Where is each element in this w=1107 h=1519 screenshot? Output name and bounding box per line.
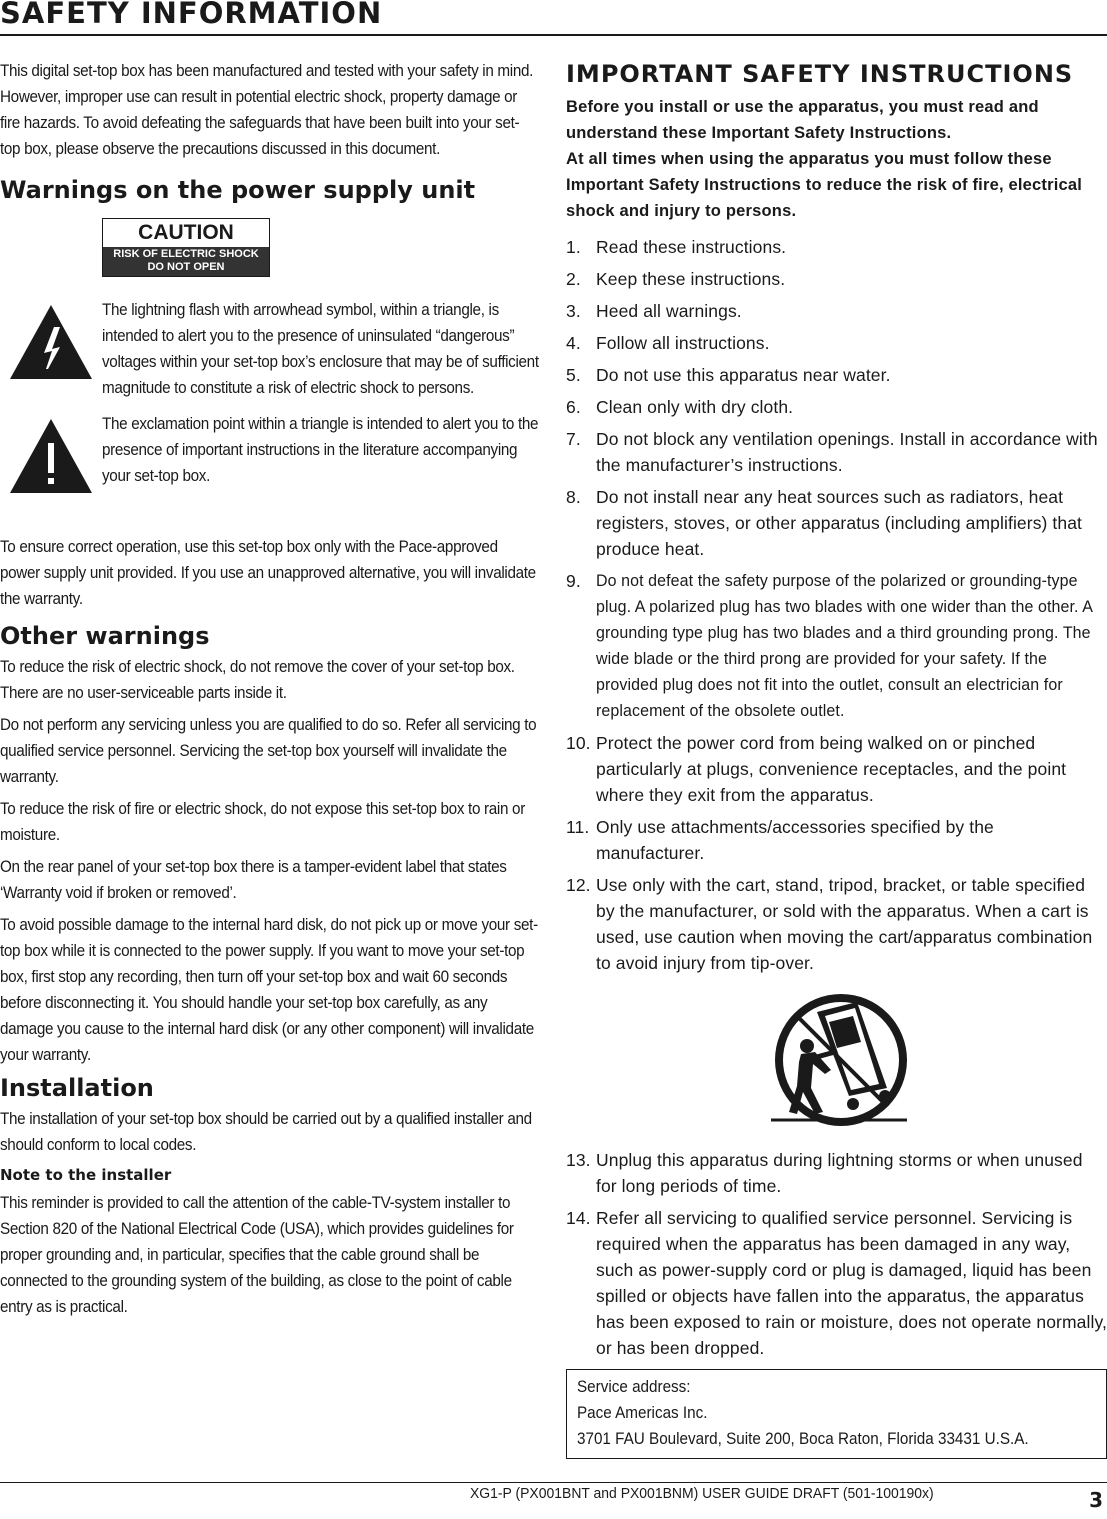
service-address-label: Service address: bbox=[577, 1378, 691, 1396]
intro-paragraph: This digital set-top box has been manufactured and tested with your safety in mind. However, improper use can result in potential electric shock, property damage or fire hazards. To avoid defeating the safeguards that have been built into your set-top box, please observe the precautions discussed in this document. bbox=[0, 62, 534, 158]
left-column bbox=[0, 58, 545, 1326]
footer-rule bbox=[0, 1482, 1107, 1483]
list-item: 11. Only use attachments/accessories specified by the manufacturer. bbox=[566, 817, 994, 863]
list-item: 4. Follow all instructions. bbox=[566, 333, 770, 353]
other-warning-paragraph: On the rear panel of your set-top box there is a tamper-evident label that states ‘Warranty void if broken or removed’. bbox=[0, 858, 507, 902]
other-warning-paragraph: Do not perform any servicing unless you are qualified to do so. Refer all servicing to qualified service personnel. Servicing the set-top box yourself will invalidate the warranty. bbox=[0, 716, 537, 786]
page-title: SAFETY INFORMATION bbox=[0, 0, 383, 30]
list-item: 14. Refer all servicing to qualified service personnel. Servicing is required when the apparatus has been damaged in any way, such as power-supply cord or plug is damaged, liquid has been spilled or objects have fallen into the apparatus, the apparatus has been exposed to rain or moisture, does not operate normally, or has been dropped. bbox=[566, 1208, 1107, 1358]
list-item: 10. Protect the power cord from being walked on or pinched particularly at plugs, convenience receptacles, and the point where they exit from the apparatus. bbox=[566, 733, 1067, 805]
caution-label bbox=[102, 218, 270, 277]
service-street: 3701 FAU Boulevard, Suite 200, Boca Raton, Florida 33431 U.S.A. bbox=[577, 1430, 1029, 1448]
right-column bbox=[566, 60, 1107, 1459]
instruction-list bbox=[566, 234, 1107, 976]
service-company: Pace Americas Inc. bbox=[577, 1404, 708, 1422]
instruction-list-continued bbox=[566, 1147, 1107, 1361]
caution-subtitle bbox=[103, 247, 269, 276]
cart-tipover-warning-icon bbox=[566, 992, 1107, 1137]
list-item: 5. Do not use this apparatus near water. bbox=[566, 365, 891, 385]
lightning-symbol-row bbox=[0, 297, 545, 407]
list-item: 2. Keep these instructions. bbox=[566, 269, 786, 289]
list-item: 3. Heed all warnings. bbox=[566, 301, 742, 321]
lightning-description: The lightning flash with arrowhead symbol, within a triangle, is intended to alert you to the presence of uninsulated “dangerous” voltages within your set-top box’s enclosure that may be of sufficient magnitude to constitute a risk of electric shock to persons. bbox=[102, 301, 539, 397]
page-number: 3 bbox=[1089, 1488, 1103, 1512]
caution-line-2: DO NOT OPEN bbox=[147, 261, 225, 273]
other-warning-paragraph: To reduce the risk of electric shock, do not remove the cover of your set-top box. There are no user-serviceable parts inside it. bbox=[0, 658, 515, 702]
important-safety-title: IMPORTANT SAFETY INSTRUCTIONS bbox=[566, 60, 1074, 88]
caution-line-1: RISK OF ELECTRIC SHOCK bbox=[113, 248, 259, 260]
footer-document-title: XG1-P (PX001BNT and PX001BNM) USER GUIDE DRAFT (501-100190x) bbox=[470, 1485, 934, 1502]
power-supply-paragraph: To ensure correct operation, use this set-top box only with the Pace-approved power supply unit provided. If you use an unapproved alternative, you will invalidate the warranty. bbox=[0, 538, 536, 608]
list-item: 9. Do not defeat the safety purpose of the polarized or grounding-type plug. A polarized plug has two blades with one wider than the other. A grounding type plug has two blades and a third grounding prong. The wide blade or the third prong are provided for your safety. If the provided plug does not fit into the outlet, consult an electrician for replacement of the obsolete outlet. bbox=[566, 571, 1093, 720]
installation-paragraph: The installation of your set-top box should be carried out by a qualified installer and should conform to local codes. bbox=[0, 1110, 532, 1154]
other-warning-paragraph: To avoid possible damage to the internal hard disk, do not pick up or move your set-top box while it is connected to the power supply. If you want to move your set-top box, first stop any recording, then turn off your set-top box and wait 60 seconds before disconnecting it. You should handle your set-top box carefully, as any damage you cause to the internal hard disk (or any other component) will invalidate your warranty. bbox=[0, 916, 538, 1064]
list-item: 7. Do not block any ventilation openings. Install in accordance with the manufacturer’s instructions. bbox=[566, 429, 1098, 475]
installation-heading: Installation bbox=[0, 1074, 154, 1102]
exclamation-triangle-icon bbox=[0, 411, 102, 500]
other-warnings-heading: Other warnings bbox=[0, 622, 210, 650]
installer-note-heading: Note to the installer bbox=[0, 1166, 172, 1184]
list-item: 13. Unplug this apparatus during lightning storms or when unused for long periods of time. bbox=[566, 1150, 1083, 1196]
safety-intro-2: At all times when using the apparatus you must follow these Important Safety Instructions to reduce the risk of fire, electrical shock and injury to persons. bbox=[566, 150, 1083, 220]
installer-note-paragraph: This reminder is provided to call the attention of the cable-TV-system installer to Section 820 of the National Electrical Code (USA), which provides guidelines for proper grounding and, in particular, specifies that the cable ground shall be connected to the grounding system of the building, as close to the point of cable entry as is practical. bbox=[0, 1194, 514, 1316]
exclamation-description: The exclamation point within a triangle is intended to alert you to the presence of important instructions in the literature accompanying your set-top box. bbox=[102, 415, 539, 485]
safety-intro-1: Before you install or use the apparatus, you must read and understand these Important Safety Instructions. bbox=[566, 98, 1039, 142]
power-supply-heading: Warnings on the power supply unit bbox=[0, 176, 476, 204]
list-item: 1. Read these instructions. bbox=[566, 237, 787, 257]
list-item: 12. Use only with the cart, stand, tripod, bracket, or table specified by the manufacturer, or sold with the apparatus. When a cart is used, use caution when moving the cart/apparatus combination to avoid injury from tip-over. bbox=[566, 875, 1093, 973]
header-rule bbox=[0, 34, 1107, 36]
caution-title: CAUTION bbox=[138, 221, 234, 244]
list-item: 6. Clean only with dry cloth. bbox=[566, 397, 794, 417]
list-item: 8. Do not install near any heat sources such as radiators, heat registers, stoves, or other apparatus (including amplifiers) that produce heat. bbox=[566, 487, 1083, 559]
lightning-triangle-icon bbox=[0, 297, 102, 386]
exclamation-symbol-row bbox=[0, 411, 545, 500]
service-address-box bbox=[566, 1369, 1107, 1459]
other-warning-paragraph: To reduce the risk of fire or electric shock, do not expose this set-top box to rain or moisture. bbox=[0, 800, 525, 844]
